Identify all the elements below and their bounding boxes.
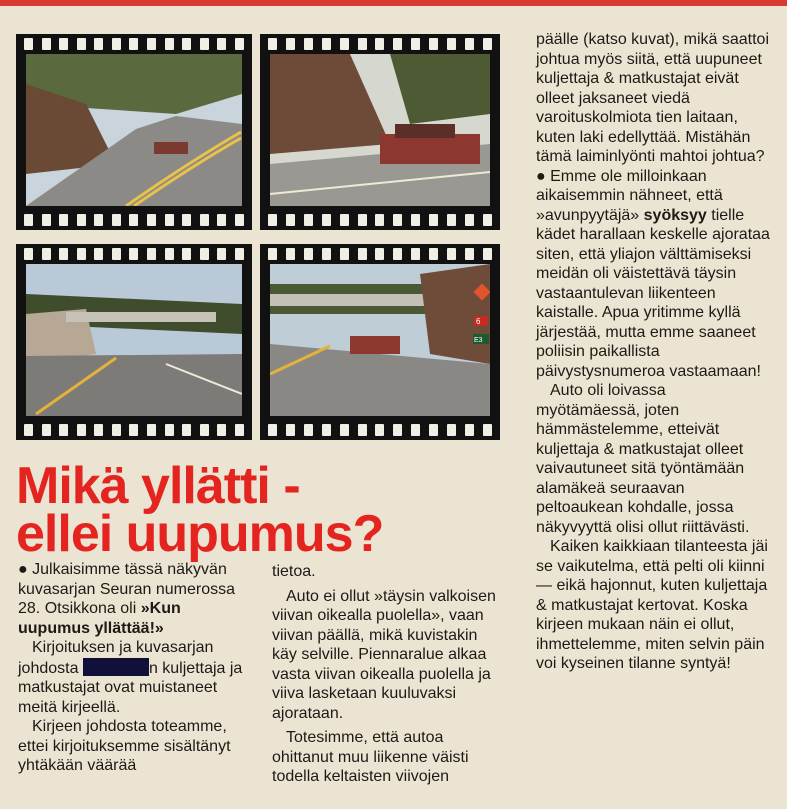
paragraph: ● Emme ole milloinkaan aikaisemmin nähneet, että »avunpyytäjä» syöksyy tielle kädet harallaan keskelle ajorataa siten, että yliajon välttämiseksi meidän oli väistettävä täysin vastaantulevan liikenteen kaistalle. Apua yritimme kyllä järjestää, mutta emme saaneet poliisin paikallista päivystysnumeroa vastaamaan!	[536, 167, 770, 382]
film-perforations	[24, 38, 244, 50]
film-perforations	[24, 248, 244, 260]
top-red-rule	[0, 0, 787, 6]
road-photo-car-under-bridge	[270, 264, 490, 416]
paragraph: päälle (katso kuvat), mikä saattoi johtua myös siitä, että uupuneet kuljettaja & matkustajat eivät olleet jaksaneet viedä varoituskolmiota tien laitaan, kuten laki edellyttää. Mistähän tämä laiminlyönti mahtoi johtua?	[536, 31, 769, 165]
paragraph: Auto oli loivassa myötämäessä, joten hämmästelemme, etteivät kuljettaja & matkustajat olleet vaivautuneet sitä työntämään alamäkeä seuraavan peltoaukean kohdalle, jossa näkyvyyttä olisi ollut riittävästi.	[536, 382, 750, 536]
film-perforations	[24, 214, 244, 226]
paragraph: Auto ei ollut »täysin valkoisen viivan oikealla puolella», vaan viivan päällä, mikä kuvistakin käy selville. Piennaralue alkaa vasta viivan oikealla puolella ja viiva lasketaan kuuluvaksi ajorataan.	[272, 587, 496, 722]
film-perforations	[268, 38, 492, 50]
text-column-1	[18, 560, 254, 776]
film-perforations	[268, 248, 492, 260]
text-column-3	[536, 30, 770, 674]
road-photo-car-on-curve	[26, 54, 242, 206]
paragraph: Kirjeen johdosta toteamme, ettei kirjoituksemme sisältänyt yhtäkään väärää	[18, 718, 231, 774]
film-perforations	[268, 424, 492, 436]
headline-line-2: ellei uupumus?	[16, 505, 384, 563]
film-perforations	[24, 424, 244, 436]
road-photo-overpass	[26, 264, 242, 416]
road-photo-parked-car	[270, 54, 490, 206]
svg-text:E3: E3	[474, 337, 483, 344]
film-frame-3	[16, 244, 252, 440]
paragraph: tietoa.	[272, 563, 316, 580]
paragraph: Kaiken kaikkiaan tilanteesta jäi se vaikutelma, että pelti oli kiinni — eikä hajonnut, kuten kuljettaja & matkustajat kertovat. Koska kirjeen mukaan näin ei ollut, ihmettelemme, miten selvin päin voi kyseinen tilanne syntyä!	[536, 538, 768, 672]
svg-text:6: 6	[476, 317, 481, 326]
article-headline	[16, 457, 496, 563]
film-frame-1	[16, 34, 252, 230]
paragraph: Totesimme, että autoa ohittanut muu liikenne väisti todella keltaisten viivojen	[272, 729, 469, 785]
text-column-2	[272, 562, 498, 787]
headline-line-1: Mikä yllätti -	[16, 457, 300, 515]
film-frame-2	[260, 34, 500, 230]
paragraph: Kirjoituksen ja kuvasarjan johdosta n kuljettaja ja matkustajat ovat muistaneet meitä kirjeellä.	[18, 639, 243, 716]
redaction-bar	[83, 658, 149, 676]
film-perforations	[268, 214, 492, 226]
film-frame-4	[260, 244, 500, 440]
paragraph: ● Julkaisimme tässä näkyvän kuvasarjan Seuran numerossa 28. Otsikkona oli »Kun uupumus yllättää!»	[18, 560, 254, 638]
